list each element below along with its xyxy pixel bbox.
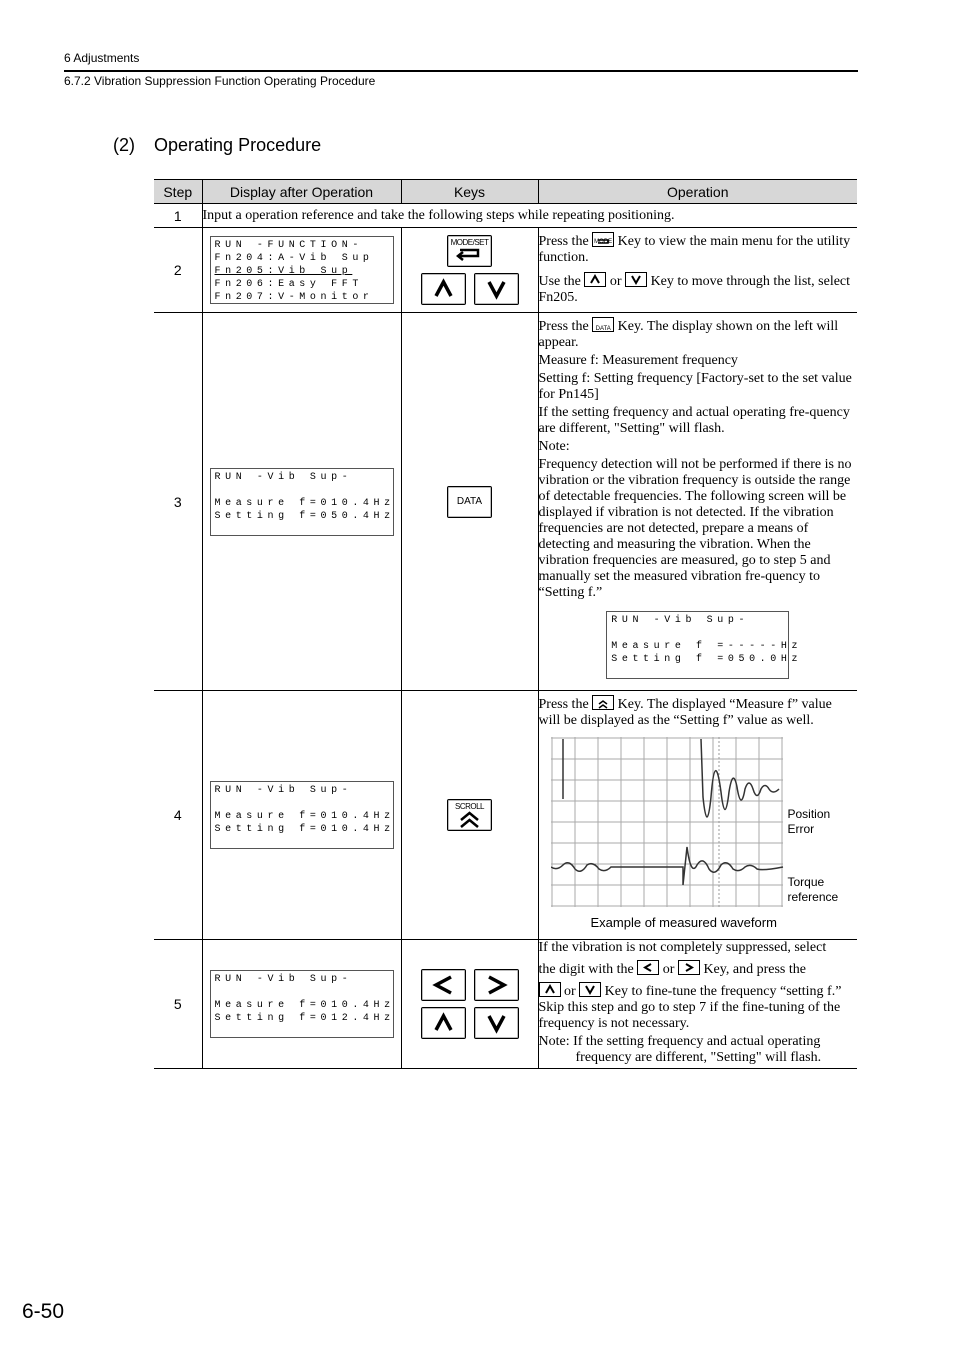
arrow-up-icon — [422, 274, 465, 304]
step-number: 2 — [154, 228, 202, 313]
lcd-panel — [210, 236, 394, 304]
lcd-line: Setting f=012.4Hz — [214, 1013, 395, 1024]
step4-display — [202, 691, 401, 940]
waveform-plot — [551, 737, 787, 909]
waveform-caption: Example of measured waveform — [590, 915, 777, 930]
lcd-line: Setting f=050.4Hz — [214, 510, 395, 522]
lcd-line: Fn204:A-Vib Sup — [214, 253, 374, 264]
data-key[interactable]: DATA — [447, 486, 492, 518]
step-number: 1 — [154, 204, 202, 228]
down-key-icon — [579, 982, 601, 997]
table-row-step4 — [154, 691, 857, 940]
section-heading — [113, 135, 321, 156]
step5-display — [202, 940, 401, 1069]
procedure-table — [154, 179, 857, 1069]
down-key[interactable] — [474, 273, 519, 305]
label-torque-reference: Torque reference — [787, 875, 839, 904]
heading-number: (2) — [113, 135, 135, 155]
lcd-line: Measure f =-----Hz — [611, 640, 803, 652]
step2-keys — [401, 228, 538, 313]
label-position-error: Position Error — [787, 807, 831, 836]
scroll-key[interactable]: SCROLL — [447, 799, 492, 831]
step4-operation: Press the Key. The displayed “Measure f” value will be displayed as the “Setting f” value as well. Position Error Torque reference Example of measured waveform — [538, 691, 857, 940]
waveform-figure — [547, 737, 853, 935]
table-header-row — [154, 180, 857, 204]
mode-set-key-icon: MODE — [592, 232, 614, 247]
step5-operation: If the vibration is not completely suppressed, select the digit with the or Key, and press the or Key to fine-tune the frequency “setting f.” Skip this step and go to step 7 if the fine-tuning of the frequency is not necessary. Note: If the setting frequency and actual operating frequency are different, "Setting" will flash. — [538, 940, 857, 1069]
lcd-line: Fn206:Easy FFT — [214, 279, 363, 290]
lcd-line: Measure f=010.4Hz — [214, 497, 395, 509]
table-row-step5 — [154, 940, 857, 1069]
lcd-panel — [210, 781, 394, 849]
heading-title: Operating Procedure — [154, 135, 322, 155]
step3-display — [202, 313, 401, 691]
page-number: 6-50 — [22, 1300, 65, 1323]
lcd-line: RUN -Vib Sup- — [214, 974, 353, 985]
up-key-icon — [539, 982, 561, 997]
left-key-icon — [637, 960, 659, 975]
left-key[interactable] — [421, 969, 466, 1001]
col-keys: Keys — [401, 180, 538, 204]
col-operation: Operation — [538, 180, 857, 204]
right-key[interactable] — [474, 969, 519, 1001]
step2-operation: Press the MODE Key to view the main menu for the utility function. Use the or Key to move through the list, select Fn205. — [538, 228, 857, 313]
step-number: 4 — [154, 691, 202, 940]
table-row-step1 — [154, 204, 857, 228]
up-key-icon — [584, 272, 606, 287]
lcd-panel — [210, 468, 394, 536]
data-key-icon: DATA — [592, 317, 614, 332]
arrow-right-icon — [475, 970, 518, 1000]
lcd-panel — [210, 970, 394, 1038]
lcd-line: Fn205:Vib Sup — [214, 266, 353, 277]
step3-keys — [401, 313, 538, 691]
table-row-step3 — [154, 313, 857, 691]
lcd-line: RUN -Vib Sup- — [214, 785, 353, 796]
arrow-down-icon — [475, 1008, 518, 1038]
col-step: Step — [154, 180, 202, 204]
down-key-icon — [625, 272, 647, 287]
arrow-left-icon — [422, 970, 465, 1000]
lcd-line: RUN -FUNCTION- — [214, 240, 363, 251]
step3-operation: Press the DATA Key. The display shown on the left will appear. Measure f: Measurement frequency Setting f: Setting frequency [Factory-set to the set value for Pn145] If the setting frequency and actual operating fre-quency are different, "Setting" will flash. Note: Frequency detection will not be performed if there is no vibration or the vibration frequency is outside the range of detectable frequencies. The following screen will be displayed if vibration is not detected. If the vibration frequencies are not detected, prepare a means of detecting and measuring the vibration. When the vibration frequencies are measured, go to step 5 and manually set the measured vibration fre-quency to “Setting f.” RUN -Vib Sup- Measure f =-----Hz Setting f =050.0Hz — [538, 313, 857, 691]
lcd-line: Setting f=010.4Hz — [214, 824, 395, 835]
down-key[interactable] — [474, 1007, 519, 1039]
step5-keys — [401, 940, 538, 1069]
chapter-header: 6 Adjustments — [64, 51, 140, 65]
arrow-down-icon — [475, 274, 518, 304]
step-number: 3 — [154, 313, 202, 691]
lcd-line: RUN -Vib Sup- — [214, 471, 353, 483]
arrow-up-icon — [422, 1008, 465, 1038]
header-rule — [64, 70, 858, 72]
lcd-line: RUN -Vib Sup- — [611, 614, 750, 626]
col-display: Display after Operation — [202, 180, 401, 204]
lcd-line: Setting f =050.0Hz — [611, 653, 803, 665]
up-key[interactable] — [421, 1007, 466, 1039]
lcd-line: Measure f=010.4Hz — [214, 811, 395, 822]
step4-keys — [401, 691, 538, 940]
section-header: 6.7.2 Vibration Suppression Function Operating Procedure — [64, 74, 376, 88]
right-key-icon — [678, 960, 700, 975]
table-row-step2 — [154, 228, 857, 313]
lcd-line: Measure f=010.4Hz — [214, 1000, 395, 1011]
up-key[interactable] — [421, 273, 466, 305]
step-number: 5 — [154, 940, 202, 1069]
lcd-panel-no-vibration — [606, 611, 803, 679]
step1-text: Input a operation reference and take the following steps while repeating positioning. — [202, 204, 857, 228]
scroll-key-icon — [592, 695, 614, 710]
step2-display — [202, 228, 401, 313]
mode-set-key[interactable]: MODE/SET — [447, 235, 492, 267]
lcd-line: Fn207:V-Monitor — [214, 292, 374, 303]
